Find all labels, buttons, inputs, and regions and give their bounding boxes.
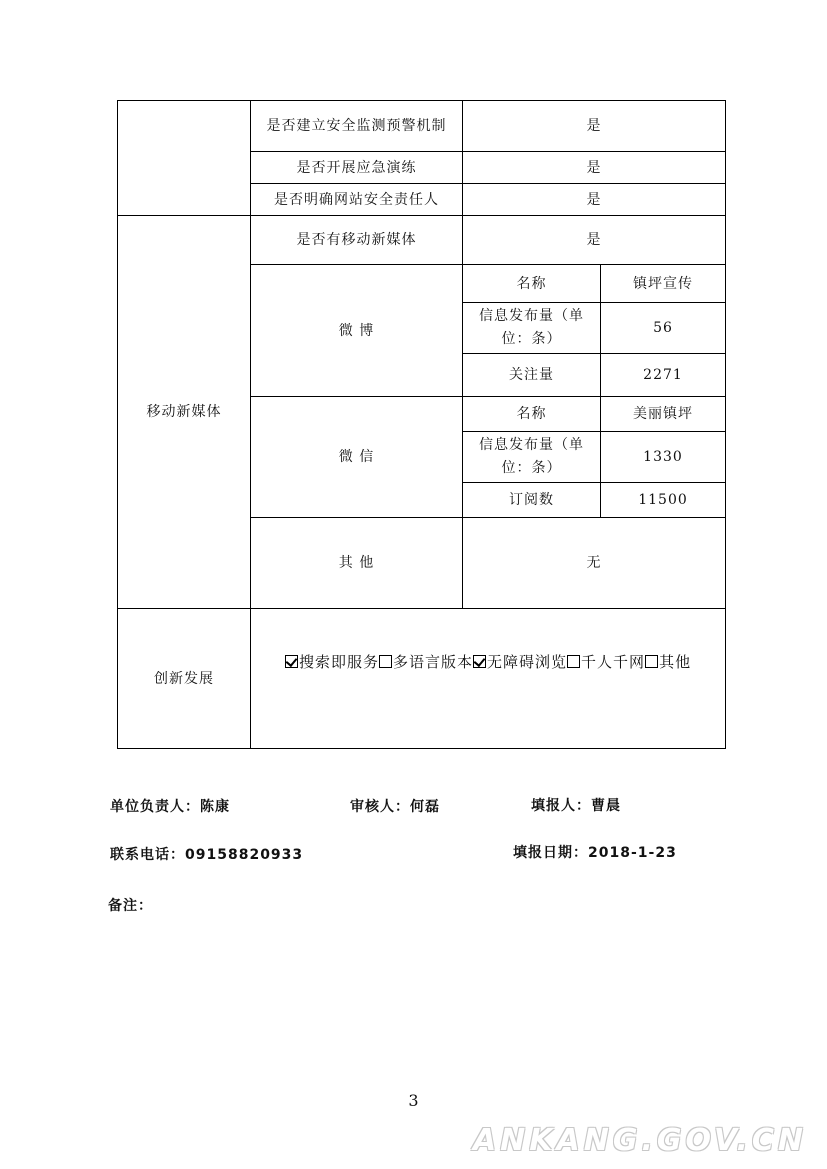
security-section-cell [118, 101, 251, 216]
option-accessibility[interactable]: 无障碍浏览 [473, 653, 567, 671]
contact-phone: 联系电话：09158820933 [110, 847, 304, 863]
row-value: 是 [463, 184, 726, 216]
mobile-section-label: 移动新媒体 [118, 216, 251, 609]
weibo-name-value: 镇坪宣传 [601, 265, 726, 303]
row-label: 是否明确网站安全责任人 [251, 184, 463, 216]
option-personalized[interactable]: 千人千网 [567, 653, 645, 671]
other-label: 其 他 [251, 518, 463, 609]
row-value: 是 [463, 216, 726, 265]
option-other[interactable]: 其他 [645, 653, 691, 671]
filler: 填报人：曹晨 [531, 798, 621, 814]
wechat-name-label: 名称 [463, 397, 601, 432]
page-number: 3 [408, 1091, 419, 1110]
checkbox-checked-icon[interactable] [285, 655, 298, 668]
weibo-posts-label: 信息发布量（单位：条） [463, 303, 601, 354]
weibo-followers-label: 关注量 [463, 354, 601, 397]
wechat-subs-label: 订阅数 [463, 483, 601, 518]
row-value: 是 [463, 101, 726, 152]
checkbox-unchecked-icon[interactable] [379, 655, 392, 668]
weibo-name-label: 名称 [463, 265, 601, 303]
row-label: 是否有移动新媒体 [251, 216, 463, 265]
weibo-label: 微 博 [251, 265, 463, 397]
wechat-subs-value: 11500 [601, 483, 726, 518]
innovation-options [251, 609, 726, 749]
note-label: 备注： [108, 898, 153, 914]
wechat-posts-value: 1330 [601, 432, 726, 483]
option-multilingual[interactable]: 多语言版本 [379, 653, 473, 671]
reviewer: 审核人：何磊 [350, 799, 440, 815]
wechat-name-value: 美丽镇坪 [601, 397, 726, 432]
row-label: 是否开展应急演练 [251, 152, 463, 184]
checkbox-checked-icon[interactable] [473, 655, 486, 668]
fill-date: 填报日期：2018-1-23 [513, 845, 677, 861]
report-table [117, 100, 726, 749]
row-value: 是 [463, 152, 726, 184]
weibo-posts-value: 56 [601, 303, 726, 354]
checkbox-unchecked-icon[interactable] [567, 655, 580, 668]
weibo-followers-value: 2271 [601, 354, 726, 397]
wechat-label: 微 信 [251, 397, 463, 518]
unit-head: 单位负责人：陈康 [110, 799, 230, 815]
innovation-section-label: 创新发展 [118, 609, 251, 749]
other-value: 无 [463, 518, 726, 609]
wechat-posts-label: 信息发布量（单位：条） [463, 432, 601, 483]
option-search-as-service[interactable]: 搜索即服务 [285, 653, 379, 671]
site-watermark: ANKANG.GOV.CN [472, 1123, 807, 1158]
checkbox-unchecked-icon[interactable] [645, 655, 658, 668]
row-label: 是否建立安全监测预警机制 [251, 101, 463, 152]
